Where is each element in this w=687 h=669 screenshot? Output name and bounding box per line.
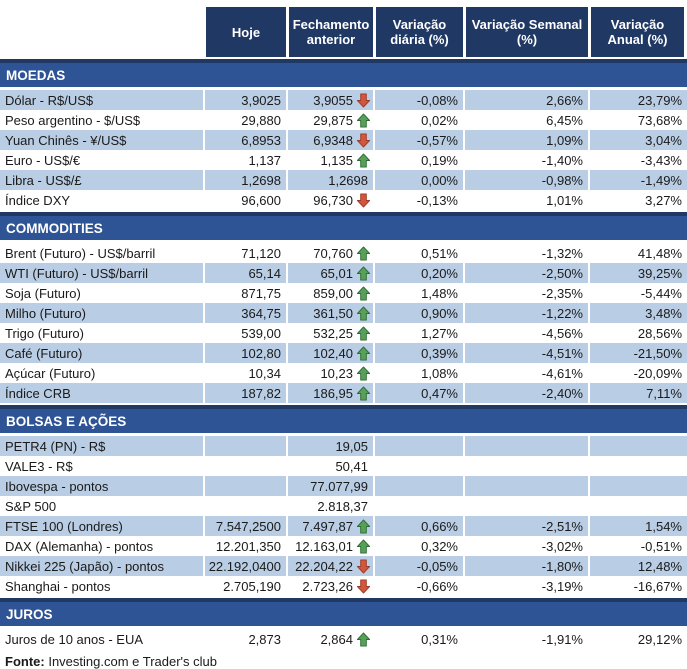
down-arrow-icon — [355, 558, 371, 574]
hoje-value: 2.705,190 — [203, 576, 286, 596]
weekly-change: -2,35% — [463, 283, 588, 303]
daily-change: 0,51% — [373, 243, 463, 263]
hoje-value: 7.547,2500 — [203, 516, 286, 536]
fechamento-value — [286, 496, 373, 516]
weekly-change: 2,66% — [463, 90, 588, 110]
section-header-juros — [0, 598, 687, 626]
column-header-hoje: Hoje — [203, 7, 286, 57]
daily-change — [373, 476, 463, 496]
fechamento-value — [286, 383, 373, 403]
table-row — [0, 110, 687, 130]
up-arrow-icon — [355, 345, 371, 361]
annual-change — [588, 436, 687, 456]
hoje-value: 96,600 — [203, 190, 286, 210]
table-row — [0, 629, 687, 649]
row-label: Euro - US$/€ — [5, 152, 81, 168]
table-row — [0, 476, 687, 496]
table-row — [0, 323, 687, 343]
header-spacer — [0, 7, 203, 57]
daily-change: 0,19% — [373, 150, 463, 170]
weekly-change: -2,40% — [463, 383, 588, 403]
fechamento-value — [286, 343, 373, 363]
fechamento-text: 2.818,37 — [317, 498, 368, 514]
up-arrow-icon — [355, 285, 371, 301]
fechamento-text: 50,41 — [335, 458, 368, 474]
daily-change: -0,66% — [373, 576, 463, 596]
hoje-value: 3,9025 — [203, 90, 286, 110]
annual-change: -1,49% — [588, 170, 687, 190]
row-label: VALE3 - R$ — [5, 458, 73, 474]
row-label: Milho (Futuro) — [5, 305, 86, 321]
annual-change: 29,12% — [588, 629, 687, 649]
fechamento-value — [286, 170, 373, 190]
annual-change: 73,68% — [588, 110, 687, 130]
daily-change: 1,27% — [373, 323, 463, 343]
section-header-moedas — [0, 59, 687, 87]
weekly-change: -3,19% — [463, 576, 588, 596]
fechamento-value — [286, 243, 373, 263]
fechamento-value — [286, 110, 373, 130]
annual-change: -21,50% — [588, 343, 687, 363]
up-arrow-icon — [355, 365, 371, 381]
row-label: DAX (Alemanha) - pontos — [5, 538, 154, 554]
fechamento-value — [286, 476, 373, 496]
weekly-change — [463, 476, 588, 496]
annual-change: 3,27% — [588, 190, 687, 210]
section-header-bolsas-e-acoes — [0, 405, 687, 433]
row-label: Yuan Chinês - ¥/US$ — [5, 132, 127, 148]
source-label: Fonte: — [5, 653, 45, 669]
hoje-value: 65,14 — [203, 263, 286, 283]
row-label: Ibovespa - pontos — [5, 478, 109, 494]
fechamento-value — [286, 556, 373, 576]
fechamento-text: 361,50 — [313, 305, 353, 321]
hoje-value: 29,880 — [203, 110, 286, 130]
daily-change — [373, 496, 463, 516]
annual-change: 41,48% — [588, 243, 687, 263]
up-arrow-icon — [355, 112, 371, 128]
up-arrow-icon — [355, 152, 371, 168]
fechamento-value — [286, 150, 373, 170]
column-header-variacao-anual: Variação Anual (%) — [588, 7, 687, 57]
fechamento-text: 1,2698 — [328, 172, 368, 188]
up-arrow-icon — [355, 538, 371, 554]
daily-change: -0,13% — [373, 190, 463, 210]
daily-change: 1,48% — [373, 283, 463, 303]
fechamento-text: 2.723,26 — [302, 578, 353, 594]
row-label: Trigo (Futuro) — [5, 325, 84, 341]
table-row — [0, 496, 687, 516]
up-arrow-icon — [355, 305, 371, 321]
weekly-change — [463, 436, 588, 456]
weekly-change: -1,40% — [463, 150, 588, 170]
daily-change: -0,57% — [373, 130, 463, 150]
fechamento-value — [286, 629, 373, 649]
row-label: Nikkei 225 (Japão) - pontos — [5, 558, 164, 574]
column-header-variacao-diaria: Variação diária (%) — [373, 7, 463, 57]
weekly-change — [463, 496, 588, 516]
fechamento-value — [286, 283, 373, 303]
annual-change: -3,43% — [588, 150, 687, 170]
table-row — [0, 436, 687, 456]
fechamento-value — [286, 576, 373, 596]
hoje-value: 71,120 — [203, 243, 286, 263]
hoje-value: 871,75 — [203, 283, 286, 303]
annual-change — [588, 496, 687, 516]
daily-change: 0,66% — [373, 516, 463, 536]
hoje-value: 2,873 — [203, 629, 286, 649]
column-header-variacao-semanal: Variação Semanal (%) — [463, 7, 588, 57]
table-row — [0, 283, 687, 303]
down-arrow-icon — [355, 192, 371, 208]
up-arrow-icon — [355, 325, 371, 341]
source-note — [0, 653, 687, 669]
hoje-value — [203, 496, 286, 516]
fechamento-value — [286, 263, 373, 283]
weekly-change: -1,80% — [463, 556, 588, 576]
daily-change: 0,02% — [373, 110, 463, 130]
annual-change: 39,25% — [588, 263, 687, 283]
weekly-change: -1,22% — [463, 303, 588, 323]
annual-change: 7,11% — [588, 383, 687, 403]
annual-change — [588, 456, 687, 476]
row-label: S&P 500 — [5, 498, 57, 514]
row-label: FTSE 100 (Londres) — [5, 518, 123, 534]
row-label: Café (Futuro) — [5, 345, 83, 361]
fechamento-text: 10,23 — [320, 365, 353, 381]
table-row — [0, 516, 687, 536]
weekly-change: 1,09% — [463, 130, 588, 150]
table-row — [0, 343, 687, 363]
fechamento-text: 70,760 — [313, 245, 353, 261]
weekly-change: -0,98% — [463, 170, 588, 190]
fechamento-value — [286, 456, 373, 476]
hoje-value: 187,82 — [203, 383, 286, 403]
fechamento-value — [286, 516, 373, 536]
fechamento-text: 102,40 — [313, 345, 353, 361]
table-header — [0, 7, 687, 57]
fechamento-text: 2,864 — [320, 631, 353, 647]
fechamento-value — [286, 190, 373, 210]
weekly-change — [463, 456, 588, 476]
hoje-value: 1,137 — [203, 150, 286, 170]
annual-change: -0,51% — [588, 536, 687, 556]
daily-change: 1,08% — [373, 363, 463, 383]
hoje-value: 539,00 — [203, 323, 286, 343]
fechamento-text: 7.497,87 — [302, 518, 353, 534]
table-row — [0, 243, 687, 263]
fechamento-text: 22.204,22 — [295, 558, 353, 574]
row-label: Dólar - R$/US$ — [5, 92, 94, 108]
annual-change: -20,09% — [588, 363, 687, 383]
daily-change: 0,32% — [373, 536, 463, 556]
row-label: PETR4 (PN) - R$ — [5, 438, 106, 454]
fechamento-text: 65,01 — [320, 265, 353, 281]
daily-change: 0,00% — [373, 170, 463, 190]
daily-change — [373, 456, 463, 476]
fechamento-value — [286, 303, 373, 323]
table-row — [0, 556, 687, 576]
up-arrow-icon — [355, 245, 371, 261]
daily-change — [373, 436, 463, 456]
table-row — [0, 363, 687, 383]
weekly-change: -3,02% — [463, 536, 588, 556]
row-label: Índice CRB — [5, 385, 71, 401]
row-label: Juros de 10 anos - EUA — [5, 631, 144, 647]
table-row — [0, 130, 687, 150]
fechamento-value — [286, 323, 373, 343]
up-arrow-icon — [355, 265, 371, 281]
fechamento-value — [286, 363, 373, 383]
weekly-change: -2,50% — [463, 263, 588, 283]
annual-change: 12,48% — [588, 556, 687, 576]
section-header-commodities — [0, 212, 687, 240]
daily-change: 0,90% — [373, 303, 463, 323]
weekly-change: -2,51% — [463, 516, 588, 536]
row-label: Shanghai - pontos — [5, 578, 111, 594]
fechamento-text: 186,95 — [313, 385, 353, 401]
annual-change: 1,54% — [588, 516, 687, 536]
hoje-value — [203, 436, 286, 456]
annual-change — [588, 476, 687, 496]
weekly-change: -1,32% — [463, 243, 588, 263]
daily-change: 0,39% — [373, 343, 463, 363]
row-label: Brent (Futuro) - US$/barril — [5, 245, 156, 261]
annual-change: 28,56% — [588, 323, 687, 343]
source-text: Investing.com e Trader's club — [44, 653, 218, 669]
annual-change: 3,48% — [588, 303, 687, 323]
annual-change: 3,04% — [588, 130, 687, 150]
row-label: WTI (Futuro) - US$/barril — [5, 265, 149, 281]
section-title: JUROS — [6, 606, 53, 622]
row-label: Índice DXY — [5, 192, 71, 208]
row-label: Soja (Futuro) — [5, 285, 81, 301]
table-row — [0, 263, 687, 283]
weekly-change: -4,56% — [463, 323, 588, 343]
daily-change: -0,08% — [373, 90, 463, 110]
hoje-value: 364,75 — [203, 303, 286, 323]
table-row — [0, 456, 687, 476]
table-row — [0, 576, 687, 596]
weekly-change: -1,91% — [463, 629, 588, 649]
table-body — [0, 59, 687, 649]
annual-change: -16,67% — [588, 576, 687, 596]
fechamento-text: 19,05 — [335, 438, 368, 454]
annual-change: 23,79% — [588, 90, 687, 110]
hoje-value: 12.201,350 — [203, 536, 286, 556]
fechamento-value — [286, 536, 373, 556]
daily-change: -0,05% — [373, 556, 463, 576]
weekly-change: 6,45% — [463, 110, 588, 130]
hoje-value: 1,2698 — [203, 170, 286, 190]
down-arrow-icon — [355, 92, 371, 108]
section-title: MOEDAS — [6, 67, 66, 83]
hoje-value: 6,8953 — [203, 130, 286, 150]
fechamento-text: 859,00 — [313, 285, 353, 301]
down-arrow-icon — [355, 132, 371, 148]
section-title: COMMODITIES — [6, 220, 103, 236]
daily-change: 0,31% — [373, 629, 463, 649]
hoje-value: 102,80 — [203, 343, 286, 363]
row-label: Libra - US$/£ — [5, 172, 82, 188]
row-label: Açúcar (Futuro) — [5, 365, 96, 381]
daily-change: 0,20% — [373, 263, 463, 283]
column-header-fechamento-anterior: Fechamento anterior — [286, 7, 373, 57]
fechamento-text: 6,9348 — [313, 132, 353, 148]
up-arrow-icon — [355, 631, 371, 647]
hoje-value: 10,34 — [203, 363, 286, 383]
fechamento-text: 29,875 — [313, 112, 353, 128]
table-row — [0, 90, 687, 110]
weekly-change: 1,01% — [463, 190, 588, 210]
table-row — [0, 190, 687, 210]
table-row — [0, 150, 687, 170]
section-title: BOLSAS E AÇÕES — [6, 413, 127, 429]
up-arrow-icon — [355, 385, 371, 401]
weekly-change: -4,61% — [463, 363, 588, 383]
up-arrow-icon — [355, 518, 371, 534]
hoje-value — [203, 456, 286, 476]
fechamento-text: 96,730 — [313, 192, 353, 208]
hoje-value — [203, 476, 286, 496]
annual-change: -5,44% — [588, 283, 687, 303]
table-row — [0, 170, 687, 190]
fechamento-text: 12.163,01 — [295, 538, 353, 554]
fechamento-value — [286, 90, 373, 110]
weekly-change: -4,51% — [463, 343, 588, 363]
fechamento-text: 1,135 — [320, 152, 353, 168]
daily-change: 0,47% — [373, 383, 463, 403]
fechamento-text: 532,25 — [313, 325, 353, 341]
row-label: Peso argentino - $/US$ — [5, 112, 141, 128]
table-row — [0, 303, 687, 323]
table-row — [0, 383, 687, 403]
down-arrow-icon — [355, 578, 371, 594]
fechamento-value — [286, 130, 373, 150]
fechamento-text: 77.077,99 — [310, 478, 368, 494]
table-row — [0, 536, 687, 556]
fechamento-text: 3,9055 — [313, 92, 353, 108]
fechamento-value — [286, 436, 373, 456]
hoje-value: 22.192,0400 — [203, 556, 286, 576]
